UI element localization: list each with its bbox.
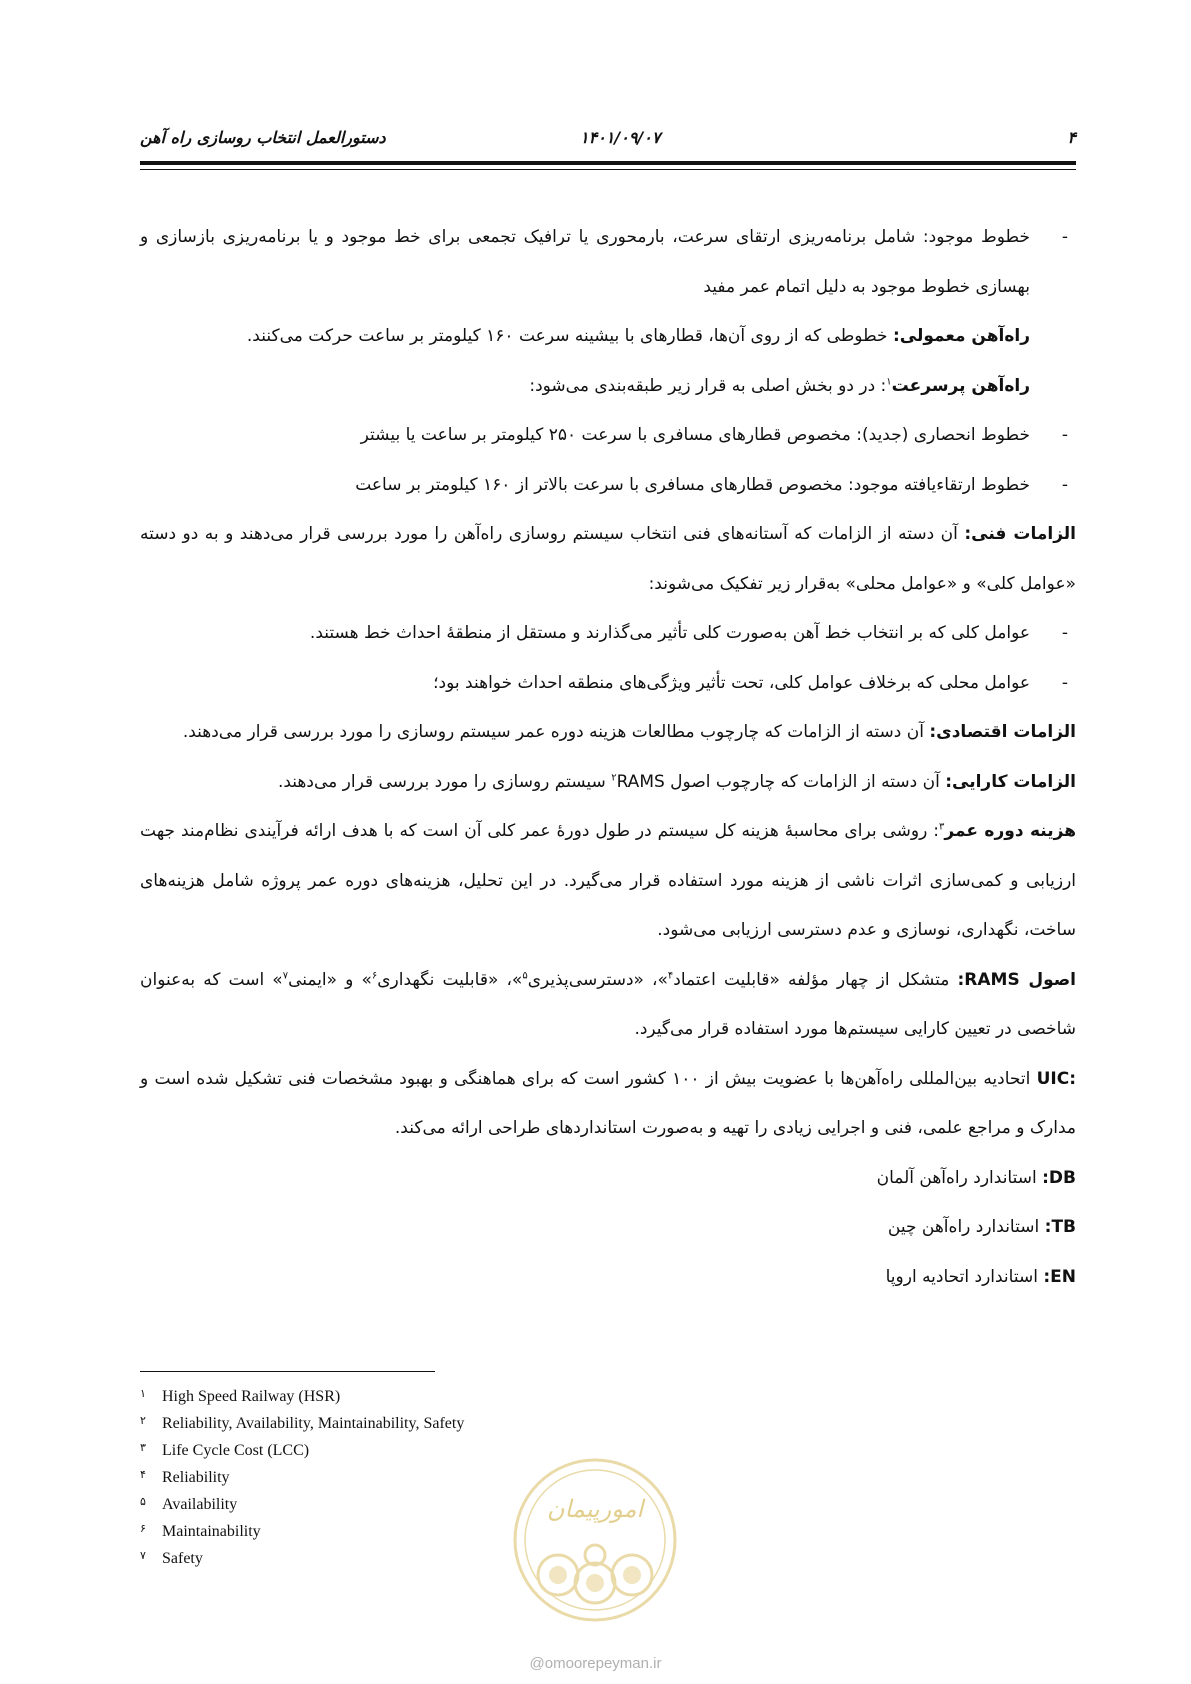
footnote-ref: ۲ [611,771,617,783]
watermark-seal-icon [510,1455,680,1625]
body-text [140,213,1076,1302]
term: الزامات کارایی: [945,771,1076,792]
bullet-upgraded-lines: - خطوط ارتقاءیافته موجود: مخصوص قطارهای مسافری با سرعت بالاتر از ۱۶۰ کیلومتر بر ساعت [140,461,1076,511]
header-rule-thin [140,169,1076,170]
footnote-text: High Speed Railway (HSR) [162,1388,341,1405]
footnote-text: Maintainability [162,1523,261,1540]
definition-db: DB: استاندارد راه‌آهن آلمان [876,1167,1076,1188]
footnote-ref: ۳ [939,821,945,833]
definition-life-cycle-cost: هزینه دوره عمر$^۳$: روشی برای محاسبهٔ هزینه کل سیستم در طول دورهٔ عمر کلی آن است که با هدف ارائه فرآیندی نظام‌مند جهت ارزیابی و کمی‌سازی اثرات ناشی از هزینه مورد استفاده قرار می‌گیرد. در این تحلیل، هزینه‌های دوره عمر پروژه شامل هزینه‌های ساخت، نگهداری، نوسازی و عدم دسترسی ارزیابی می‌شود. [140,821,1076,940]
footnote-number: ۴ [140,1469,146,1481]
footnote-text: Life Cycle Cost (LCC) [162,1442,310,1459]
footnote-number: ۱ [140,1388,146,1400]
term: UIC: [1036,1068,1076,1089]
bullet-existing-lines: - خطوط موجود: شامل برنامه‌ریزی ارتقای سرعت، بارمحوری یا ترافیک تجمعی برای خط موجود و یا برنامه‌ریزی بازسازی و بهسازی خطوط موجود به دلیل اتمام عمر مفید [140,213,1076,312]
footnote-separator [140,1371,435,1372]
footnote-ref: ۶ [371,969,378,981]
svg-text:امورپیمان: امورپیمان [546,1495,644,1523]
bullet-general-factors: - عوامل کلی که بر انتخاب خط آهن به‌صورت کلی تأثیر می‌گذارند و مستقل از منطقهٔ احداث خط هستند. [140,609,1076,659]
definition-en: EN: استاندارد اتحادیه اروپا [885,1266,1076,1287]
watermark-website: @omoorepeyman.ir [529,1655,662,1672]
term: راه‌آهن معمولی: [892,326,1030,346]
header-date: ۱۴۰۱/۰۹/۰۷ [580,128,661,147]
term: الزامات اقتصادی: [929,722,1076,742]
document-title: دستورالعمل انتخاب روسازی راه آهن [140,128,386,147]
footnote-number: ۶ [140,1523,146,1535]
term: هزینه دوره عمر [944,821,1076,841]
footnote-number: ۵ [140,1496,146,1508]
page-number: ۴ [1067,128,1076,147]
term: EN: [1043,1266,1076,1287]
definition-economic-requirements: الزامات اقتصادی: آن دسته از الزامات که چارچوب مطالعات هزینه دوره عمر سیستم روسازی را مورد بررسی قرار می‌دهند. [182,722,1076,742]
footnote-ref: ۷ [282,969,289,981]
footnote-text: Safety [162,1550,203,1567]
bullet-local-factors: - عوامل محلی که برخلاف عوامل کلی، تحت تأثیر ویژگی‌های منطقه احداث خواهند بود؛ [140,659,1076,709]
term: اصول RAMS: [957,969,1076,990]
definition-high-speed-rail: راه‌آهن پرسرعت$^۱$: در دو بخش اصلی به قرار زیر طبقه‌بندی می‌شود: [529,375,1030,396]
footnote-text: Reliability [162,1469,230,1486]
term: راه‌آهن پرسرعت [891,375,1030,396]
footnote-text: Reliability, Availability, Maintainability, Safety [162,1415,465,1432]
footnote-number: ۷ [140,1550,146,1562]
footnote-ref: ۵ [522,969,528,981]
definition-uic: UIC: اتحادیه بین‌المللی راه‌آهن‌ها با عضویت بیش از ۱۰۰ کشور است که برای هماهنگی و بهبود مشخصات فنی تشکیل شده است و مدارک و مراجع علمی، فنی و اجرایی زیادی را تهیه و به‌صورت استانداردهای طراحی ارائه می‌کند. [140,1068,1076,1138]
definition-technical-requirements: الزامات فنی: آن دسته از الزامات که آستانه‌های فنی انتخاب سیستم روسازی راه‌آهن را مورد بررسی قرار می‌دهند و به دو دسته «عوامل کلی» و «عوامل محلی» به‌قرار زیر تفکیک می‌شوند: [140,524,1076,594]
footnote-text: Availability [162,1496,238,1513]
footnote-item [140,1410,660,1437]
footnote-ref: ۱ [886,375,892,387]
term: DB: [1042,1167,1076,1188]
definition-tb: TB: استاندارد راه‌آهن چین [887,1217,1076,1237]
header-rule-thick [140,161,1076,165]
definition-conventional-rail: راه‌آهن معمولی: خطوطی که از روی آن‌ها، قطارهای با بیشینه سرعت ۱۶۰ کیلومتر بر ساعت حرکت می‌کنند. [246,326,1030,346]
term: TB: [1044,1217,1076,1237]
footnote-number: ۳ [140,1442,146,1454]
bullet-dedicated-lines: - خطوط انحصاری (جدید): مخصوص قطارهای مسافری با سرعت ۲۵۰ کیلومتر بر ساعت یا بیشتر [140,411,1076,461]
page-header [140,128,1076,162]
definition-performance-requirements: الزامات کارایی: آن دسته از الزامات که چارچوب اصول RAMS$^۲$ سیستم روسازی را مورد بررسی قرار می‌دهند. [277,771,1076,792]
footnote-number: ۲ [140,1415,146,1427]
term: الزامات فنی: [964,524,1076,544]
footnote-ref: ۴ [667,969,674,981]
definition-rams: اصول RAMS: متشکل از چهار مؤلفه «قابلیت اعتماد$^۴$»، «دسترسی‌پذیری$^۵$»، «قابلیت نگهداری$^۶$» و «ایمنی$^۷$» است که به‌عنوان شاخصی در تعیین کارایی سیستم‌ها مورد استفاده قرار می‌گیرد. [140,969,1076,1039]
footnote-item [140,1383,660,1410]
